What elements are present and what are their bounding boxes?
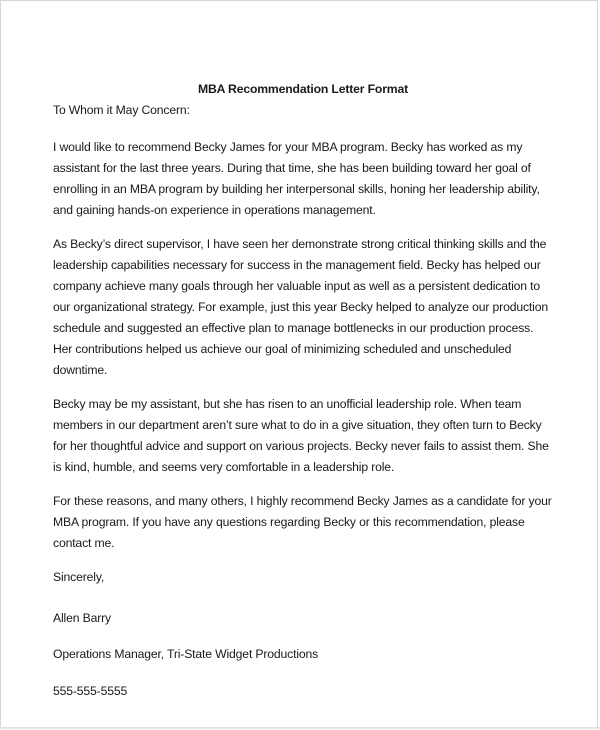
letter-closing: Sincerely, bbox=[53, 570, 105, 584]
letter-title: MBA Recommendation Letter Format bbox=[197, 82, 409, 96]
letter-paragraph-4: For these reasons, and many others, I highly recommend Becky James as a candidate for your MBA program. If you have any questions regarding Becky or this recommendation, please contact me. bbox=[53, 494, 552, 550]
signer-title: Operations Manager, Tri-State Widget Productions bbox=[53, 647, 319, 661]
signer-name: Allen Barry bbox=[53, 611, 111, 625]
letter-paragraph-1: I would like to recommend Becky James for your MBA program. Becky has worked as my assistant for the last three years. During that time, she has been building toward her goal of enrolling in an MBA program by building her interpersonal skills, honing her leadership ability, and gaining hands-on experience in operations management. bbox=[53, 140, 540, 217]
signer-phone: 555-555-5555 bbox=[53, 684, 128, 698]
letter-salutation: To Whom it May Concern: bbox=[53, 103, 190, 117]
letter-paragraph-2: As Becky’s direct supervisor, I have seen her demonstrate strong critical thinking skills and the leadership capabilities necessary for success in the management field. Becky has helped our company achieve many goals through her valuable input as well as a persistent dedication to our organizational strategy. For example, just this year Becky helped to analyze our production schedule and suggested an effective plan to manage bottlenecks in our production process. Her contributions helped us achieve our goal of minimizing scheduled and unscheduled downtime. bbox=[53, 237, 548, 377]
letter-body bbox=[53, 79, 553, 702]
letter-paragraph-3: Becky may be my assistant, but she has risen to an unofficial leadership role. When team members in our department aren’t sure what to do in a give situation, they often turn to Becky for her thoughtful advice and support on various projects. Becky never fails to assist them. She is kind, humble, and seems very comfortable in a leadership role. bbox=[53, 397, 549, 474]
